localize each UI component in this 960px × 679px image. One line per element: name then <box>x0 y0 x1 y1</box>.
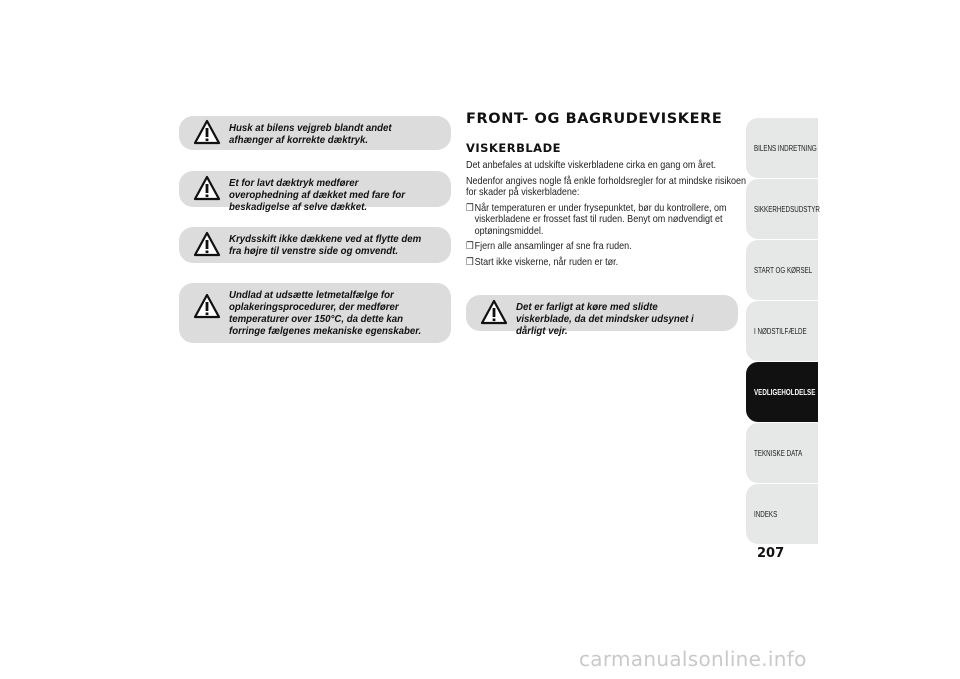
warning-text: Husk at bilens vejgreb blandt andet afhænger af korrekte dæktryk. <box>229 122 392 146</box>
checkbox-bullet-icon: ❒ <box>466 241 474 252</box>
tab-indeks[interactable] <box>746 484 818 544</box>
checkbox-bullet-icon: ❒ <box>466 202 474 214</box>
warning-box <box>466 295 738 337</box>
tab-sikkerhedsudstyr[interactable] <box>746 179 818 239</box>
warning-triangle-icon <box>193 293 221 319</box>
tab-start-og-korsel[interactable] <box>746 240 818 300</box>
paragraph: Det anbefales at udskifte viskerbladene cirka en gang om året. <box>466 159 716 171</box>
warning-box <box>179 171 451 213</box>
page-number: 207 <box>757 546 785 561</box>
warning-triangle-icon <box>193 175 221 201</box>
list-item-text: Fjern alle ansamlinger af sne fra ruden. <box>474 240 632 252</box>
tab-label: I NØDSTILFÆLDE <box>754 326 807 336</box>
warning-box <box>179 283 451 343</box>
list-item <box>466 203 754 238</box>
tab-i-nodstilfaelde[interactable] <box>746 301 818 361</box>
warning-triangle-icon <box>480 299 508 325</box>
section-body <box>466 160 756 272</box>
warning-text: Et for lavt dæktryk medfører overophedning af dækket med fare for beskadigelse af selve dækket. <box>229 177 406 213</box>
tab-tekniske-data[interactable] <box>746 423 818 483</box>
warning-triangle-icon <box>193 231 221 257</box>
warning-box <box>179 227 451 263</box>
list-item <box>466 241 754 253</box>
warning-text: Krydsskift ikke dækkene ved at flytte dem fra højre til venstre side og omvendt. <box>229 233 422 257</box>
list-item <box>466 257 754 269</box>
tab-bilens-indretning[interactable] <box>746 118 818 178</box>
paragraph: Nedenfor angives nogle få enkle forholdsregler for at mindske risikoen for skader på viskerbladene: <box>466 174 747 198</box>
section-heading: FRONT- OG BAGRUDEVISKERE <box>466 111 723 127</box>
chapter-tabs <box>746 118 818 545</box>
warning-box <box>179 116 451 150</box>
tab-label: TEKNISKE DATA <box>754 448 803 458</box>
list-item-text: Start ikke viskerne, når ruden er tør. <box>474 255 619 268</box>
tab-label: VEDLIGEHOLDELSE <box>754 387 816 397</box>
warning-triangle-icon <box>193 119 221 145</box>
tab-label: START OG KØRSEL <box>754 265 813 275</box>
list-item-text: Når temperaturen er under frysepunktet, bør du kontrollere, om viskerbladene er frosset fast til ruden. Benyt om nødvendigt et optøningsmiddel. <box>474 201 727 237</box>
tab-label: INDEKS <box>754 509 778 519</box>
warning-text: Det er farligt at køre med slidte viskerblade, da det mindsker udsynet i dårligt vejr. <box>516 301 694 337</box>
tab-vedligeholdelse[interactable] <box>746 362 818 422</box>
warning-text: Undlad at udsætte letmetalfælge for oplakeringsprocedurer, der medfører temperaturer over 150°C, da dette kan forringe fælgenes mekaniske egenskaber. <box>229 289 422 337</box>
checkbox-bullet-icon: ❒ <box>466 256 474 268</box>
section-subheading: VISKERBLADE <box>466 141 561 155</box>
tab-label: BILENS INDRETNING <box>754 143 817 153</box>
watermark: carmanualsonline.info <box>579 647 807 671</box>
tab-label: SIKKERHEDSUDSTYR <box>754 204 820 214</box>
